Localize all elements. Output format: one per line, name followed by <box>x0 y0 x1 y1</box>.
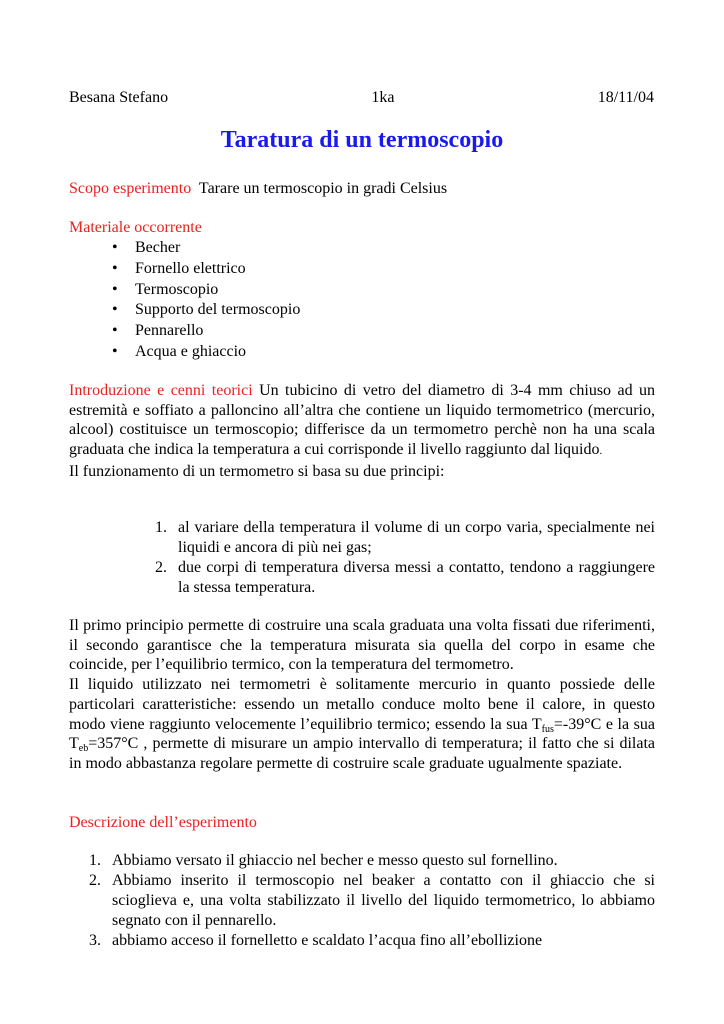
list-item <box>69 931 655 951</box>
primo-principio-paragraph: Il primo principio permette di costruire una scala graduata una volta fissati due riferimenti, il secondo garantisce che la temperatura misurata sia quella del corpo in esame che coincide, per l’equilibrio termico, con la temperatura del termometro. <box>69 617 655 674</box>
funzionamento-text: Il funzionamento di un termometro si basa su due principi: <box>69 462 445 480</box>
liquido-text-c: =357°C , permette di misurare un ampio intervallo di temperatura; il fatto che si dilata in modo abbastanza regolare permette di costruire scale graduate ugualmente spaziate. <box>69 735 655 772</box>
list-item-text: al variare della temperatura il volume di un corpo varia, specialmente nei liquidi e ancora di più nei gas; <box>178 519 655 556</box>
introduzione-label: Introduzione e cenni teorici <box>69 382 253 399</box>
list-number: 1. <box>89 852 101 869</box>
list-item-text: Supporto del termoscopio <box>135 301 301 319</box>
class-label: 1ka <box>371 89 395 106</box>
introduzione-section <box>69 381 655 482</box>
descrizione-label: Descrizione dell’esperimento <box>69 814 257 831</box>
bullet-icon: • <box>112 239 118 256</box>
teoria-section <box>69 616 655 774</box>
descrizione-steps <box>69 851 655 951</box>
scopo-section <box>69 179 655 199</box>
list-item-text: due corpi di temperatura diversa messi a contatto, tendono a raggiungere la stessa temperatura. <box>178 559 655 596</box>
bullet-icon: • <box>112 322 118 340</box>
list-item-text: Becher <box>135 239 181 256</box>
materiale-section <box>69 218 655 363</box>
liquido-text-a: Il liquido utilizzato nei termometri è solitamente mercurio in quanto possiede delle particolari caratteristiche: essendo un metallo conduce molto bene il calore, in questo modo viene raggiunto velocemente l’equilibrio termico; essendo la sua T <box>69 676 655 733</box>
list-number: 2. <box>155 559 167 576</box>
principi-list <box>69 518 655 598</box>
list-number: 1. <box>155 519 167 536</box>
bullet-icon: • <box>112 280 118 298</box>
list-item <box>69 518 655 558</box>
list-item <box>69 871 655 931</box>
bullet-icon: • <box>112 301 118 319</box>
introduzione-period: . <box>599 445 603 458</box>
scopo-text: Tarare un termoscopio in gradi Celsius <box>198 180 448 197</box>
list-item-text: Termoscopio <box>135 280 219 298</box>
liquido-text-b: =-39°C e la sua T <box>69 715 655 753</box>
materiale-list <box>69 238 655 363</box>
author-name: Besana Stefano <box>69 89 169 106</box>
subscript-eb: eb <box>78 743 89 755</box>
list-item <box>69 321 655 342</box>
list-item <box>69 280 655 301</box>
bullet-icon: • <box>112 342 118 360</box>
date-label: 18/11/04 <box>597 89 654 106</box>
list-number: 2. <box>89 872 101 889</box>
descrizione-section <box>69 813 655 833</box>
header <box>69 88 654 107</box>
document-title: Taratura di un termoscopio <box>220 127 504 153</box>
list-item-text: Abbiamo versato il ghiaccio nel becher e messo questo sul fornellino. <box>112 852 558 869</box>
liquido-paragraph <box>69 675 655 774</box>
list-item-text: Acqua e ghiaccio <box>135 342 247 360</box>
list-item <box>69 851 655 871</box>
list-item <box>69 300 655 321</box>
subscript-fus: fus <box>541 723 554 735</box>
list-item-text: abbiamo acceso il fornelletto e scaldato l’acqua fino all’ebollizione <box>112 932 543 949</box>
list-item <box>69 558 655 598</box>
list-item-text: Abbiamo inserito il termoscopio nel beaker a contatto con il ghiaccio che si scioglieva e, una volta stabilizzato il livello del liquido termometrico, lo abbiamo segnato con il pennarello. <box>112 872 655 929</box>
scopo-label: Scopo esperimento <box>69 180 192 197</box>
list-item <box>69 342 655 363</box>
bullet-icon: • <box>112 259 118 277</box>
principi-section <box>69 518 655 598</box>
steps-list <box>69 851 655 951</box>
materiale-label: Materiale occorrente <box>69 219 202 236</box>
list-item <box>69 259 655 280</box>
list-item-text: Fornello elettrico <box>135 259 246 277</box>
introduzione-text: Un tubicino di vetro del diametro di 3-4 mm chiuso ad un estremità e soffiato a palloncino all’altra che contiene un liquido termometrico (mercurio, alcool) costituisce un termoscopio; differisce da un termometro perchè non ha una scala graduata che indica la temperatura a cui corrisponde il livello raggiunto dal liquido <box>69 382 656 459</box>
introduzione-paragraph <box>69 381 655 462</box>
list-item-text: Pennarello <box>135 322 204 340</box>
list-number: 3. <box>89 932 101 949</box>
list-item <box>69 238 655 259</box>
